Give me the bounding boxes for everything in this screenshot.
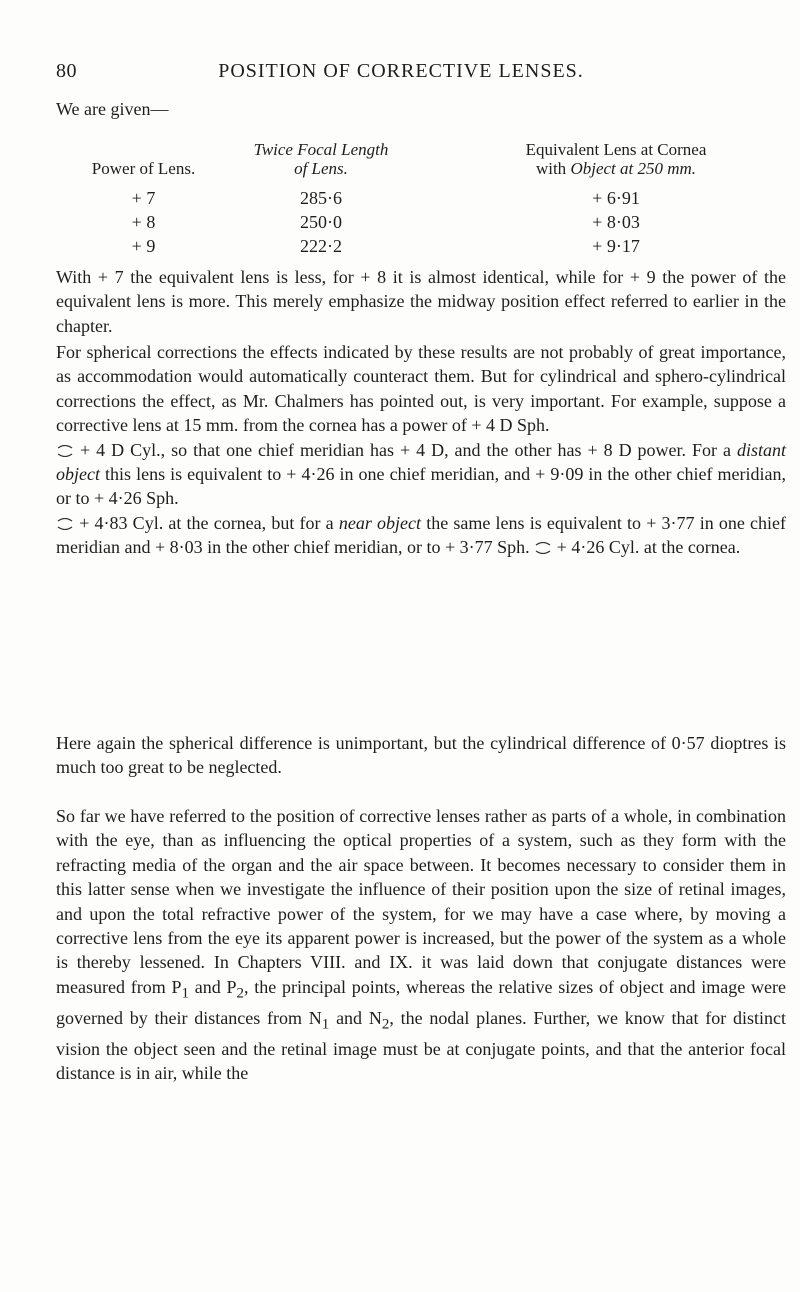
paragraph [56,804,786,1086]
running-title: POSITION OF CORRECTIVE LENSES. [218,60,584,82]
table-cell-twice-focal: 222·2 [300,236,342,256]
combination-lens-icon [56,518,74,530]
paragraph-text: + 4·26 Cyl. at the cornea. [556,537,741,558]
column-header-power: Power of Lens. [91,159,196,178]
table-cell-equivalent: + 6·91 [592,188,640,208]
column-header-equivalent-prefix: with [535,159,571,178]
table-cell-twice-focal: 250·0 [300,212,342,232]
intro-text: We are given— [56,99,169,119]
table-cell-power: + 9 [131,236,156,256]
paragraph-italic: distant object [56,439,787,485]
paragraph-text: this lens is equivalent to + 4·26 in one chief meridian, and + 9·09 in the other chief meridian, or to + 4·26 Sph. [56,464,786,509]
subscript: 1 [321,1016,330,1033]
paragraph-text: , the principal points, whereas the relative sizes of object and image were governed by their distances from N [56,976,786,1028]
paragraph-text: So far we have referred to the position of corrective lenses rather as parts of a whole, in combination with the eye, than as influencing the optical properties of a system, such as they form with the refracting media of the organ and the air space between. It becomes necessary to consider them in this latter sense when we investigate the influence of their position upon the size of retinal images, and upon the total refractive power of the system, for we may have a case where, by moving a corrective lens from the eye its apparent power is increased, but the power of the system as a whole is thereby lessened. In Chapters VIII. and IX. it was laid down that conjugate distances were measured from P [56,806,786,997]
page-number: 80 [56,60,77,82]
column-header-twice-focal-line2: of Lens. [294,159,348,178]
paragraph-text: + 4 D Cyl., so that one chief meridian has + 4 D, and the other has + 8 D power. For a [80,439,732,460]
paragraph-text: and P [189,976,237,997]
table-cell-equivalent: + 8·03 [592,212,640,232]
combination-lens-icon [56,445,74,457]
paragraph: Here again the spherical difference is unimportant, but the cylindrical difference of 0·57 dioptres is much too great to be neglected. [56,733,786,778]
paragraph-text: the same lens is equivalent to + 3·77 in one chief meridian and + 8·03 in the other chief meridian, or to + 3·77 Sph. [56,512,787,558]
paragraph: With + 7 the equivalent lens is less, for + 8 it is almost identical, while for + 9 the power of the equivalent lens is more. This merely emphasize the midway position effect referred to earlier in the chapter. [56,267,786,336]
column-header-equivalent [446,140,786,178]
column-header-equivalent-italic: Object at 250 mm. [570,159,697,178]
column-header-twice-focal [226,140,416,178]
subscript: 1 [181,985,189,1002]
paragraph-text: + 4·83 Cyl. at the cornea, but for a [79,512,334,533]
subscript: 2 [236,985,245,1002]
table-cell-twice-focal: 285·6 [300,188,342,208]
paragraph-text: For spherical corrections the effects indicated by these results are not probably of great importance, as accommodation would automatically counteract them. But for cylindrical and sphero-cylindrical corrections the effect, as Mr. Chalmers has pointed out, is very important. For example, suppose a corrective lens at 15 mm. from the cornea has a power of + 4 D Sph. [56,342,786,436]
table-cell-power: + 7 [131,188,156,208]
column-header-equivalent-line2 [446,159,786,178]
paragraph-italic: near object [338,512,422,533]
column-header-twice-focal-line1: Twice Focal Length [253,140,389,159]
subscript: 2 [381,1016,390,1033]
paragraph-text: , the nodal planes. Further, we know that for distinct vision the object seen and the retinal image must be at conjugate points, and that the anterior focal distance is in air, while the [56,1007,786,1084]
combination-lens-icon [534,542,552,554]
paragraph-text: and N [329,1007,382,1028]
lens-table [56,140,786,255]
table-cell-equivalent: + 9·17 [592,236,640,256]
paragraph [56,340,786,560]
table-cell-power: + 8 [131,212,156,232]
page-header [56,60,746,90]
column-header-equivalent-line1: Equivalent Lens at Cornea [525,140,707,159]
